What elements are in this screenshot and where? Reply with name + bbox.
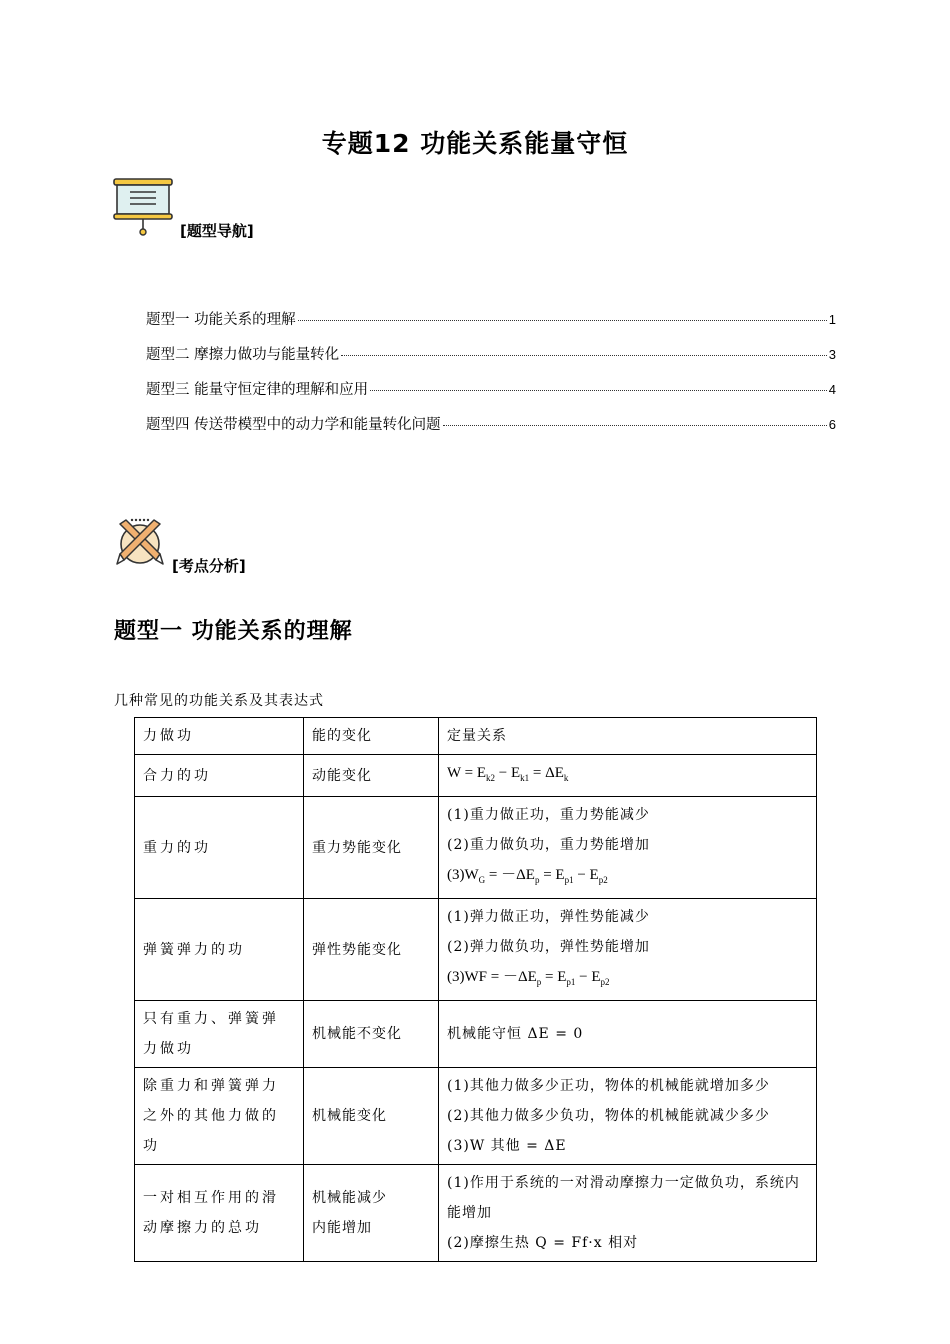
section-heading: 题型一 功能关系的理解 <box>114 619 353 644</box>
change-cell: 机械能不变化 <box>304 1001 439 1068</box>
relation-cell <box>439 755 817 797</box>
table-row <box>135 1001 817 1068</box>
relation-line: (2)摩擦生热 Q = Ff·x 相对 <box>447 1235 639 1251</box>
toc-item-page: 1 <box>828 312 836 327</box>
toc-item-label: 题型一 功能关系的理解 <box>146 312 296 328</box>
table-header-cell: 能的变化 <box>304 718 439 755</box>
toc-item-page: 6 <box>828 417 836 432</box>
nav-label: [题型导航] <box>180 222 254 240</box>
toc-item-page: 4 <box>828 382 836 397</box>
relation-cell <box>439 1068 817 1165</box>
table-row <box>135 797 817 899</box>
force-cell: 只有重力、弹簧弹力做功 <box>135 1001 304 1068</box>
relation-line: (2)其他力做多少负功，物体的机械能就减少多少 <box>447 1108 770 1124</box>
toc-item[interactable] <box>146 378 836 413</box>
force-cell: 除重力和弹簧弹力之外的其他力做的功 <box>135 1068 304 1165</box>
force-cell: 一对相互作用的滑动摩擦力的总功 <box>135 1165 304 1262</box>
change-cell: 弹性势能变化 <box>304 899 439 1001</box>
toc-item[interactable] <box>146 343 836 378</box>
toc-item-label: 题型四 传送带模型中的动力学和能量转化问题 <box>146 417 441 433</box>
force-cell: 合力的功 <box>135 755 304 797</box>
table-row <box>135 899 817 1001</box>
crossed-pencils-icon <box>114 516 166 568</box>
table-header-row <box>135 718 817 755</box>
relation-line: (2)重力做负功，重力势能增加 <box>447 837 650 853</box>
toc-item-label: 题型二 摩擦力做功与能量转化 <box>146 347 340 363</box>
toc-leader <box>298 320 827 321</box>
relation-cell <box>439 1001 817 1068</box>
change-cell: 重力势能变化 <box>304 797 439 899</box>
relation-line: (1)其他力做多少正功，物体的机械能就增加多少 <box>447 1078 770 1094</box>
relation-line: (1)作用于系统的一对滑动摩擦力一定做负功，系统内能增加 <box>447 1175 800 1221</box>
relation-cell <box>439 797 817 899</box>
toc-item[interactable] <box>146 413 836 448</box>
relation-line: (1)弹力做正功，弹性势能减少 <box>447 909 650 925</box>
table-row <box>135 1068 817 1165</box>
relation-cell <box>439 1165 817 1262</box>
relation-line: (3)W 其他 = ΔE <box>447 1138 567 1154</box>
energy-relations-table <box>134 717 817 1262</box>
toc-leader <box>443 425 827 426</box>
relation-line: (2)弹力做负功，弹性势能增加 <box>447 939 650 955</box>
table-row <box>135 1165 817 1262</box>
table-of-contents <box>146 308 836 448</box>
change-cell: 机械能变化 <box>304 1068 439 1165</box>
force-cell: 重力的功 <box>135 797 304 899</box>
relation-formula: $(3)WF = -\Delta E_p = E_{p1} - E_{p2}$ <box>447 969 610 987</box>
relation-line: 机械能守恒 ΔE = 0 <box>447 1026 584 1042</box>
toc-leader <box>370 390 827 391</box>
relation-cell <box>439 899 817 1001</box>
table-row <box>135 755 817 797</box>
force-cell: 弹簧弹力的功 <box>135 899 304 1001</box>
toc-item[interactable] <box>146 308 836 343</box>
relation-line: (1)重力做正功，重力势能减少 <box>447 807 650 823</box>
toc-item-page: 3 <box>828 347 836 362</box>
presentation-board-icon <box>112 176 174 238</box>
toc-leader <box>341 355 827 356</box>
page-title: 专题12 功能关系能量守恒 <box>321 129 629 158</box>
table-header-cell: 定量关系 <box>439 718 817 755</box>
relation-formula: $(3)W_G = -\Delta E_p = E_{p1} - E_{p2}$ <box>447 867 608 885</box>
table-caption: 几种常见的功能关系及其表达式 <box>114 693 324 709</box>
table-header-cell: 力做功 <box>135 718 304 755</box>
toc-item-label: 题型三 能量守恒定律的理解和应用 <box>146 382 369 398</box>
relation-formula: $W = E_{k2} - E_{k1} = \Delta E_k$ <box>447 765 569 783</box>
change-cell: 机械能减少 内能增加 <box>304 1165 439 1262</box>
analysis-label: [考点分析] <box>172 557 246 575</box>
change-cell: 动能变化 <box>304 755 439 797</box>
